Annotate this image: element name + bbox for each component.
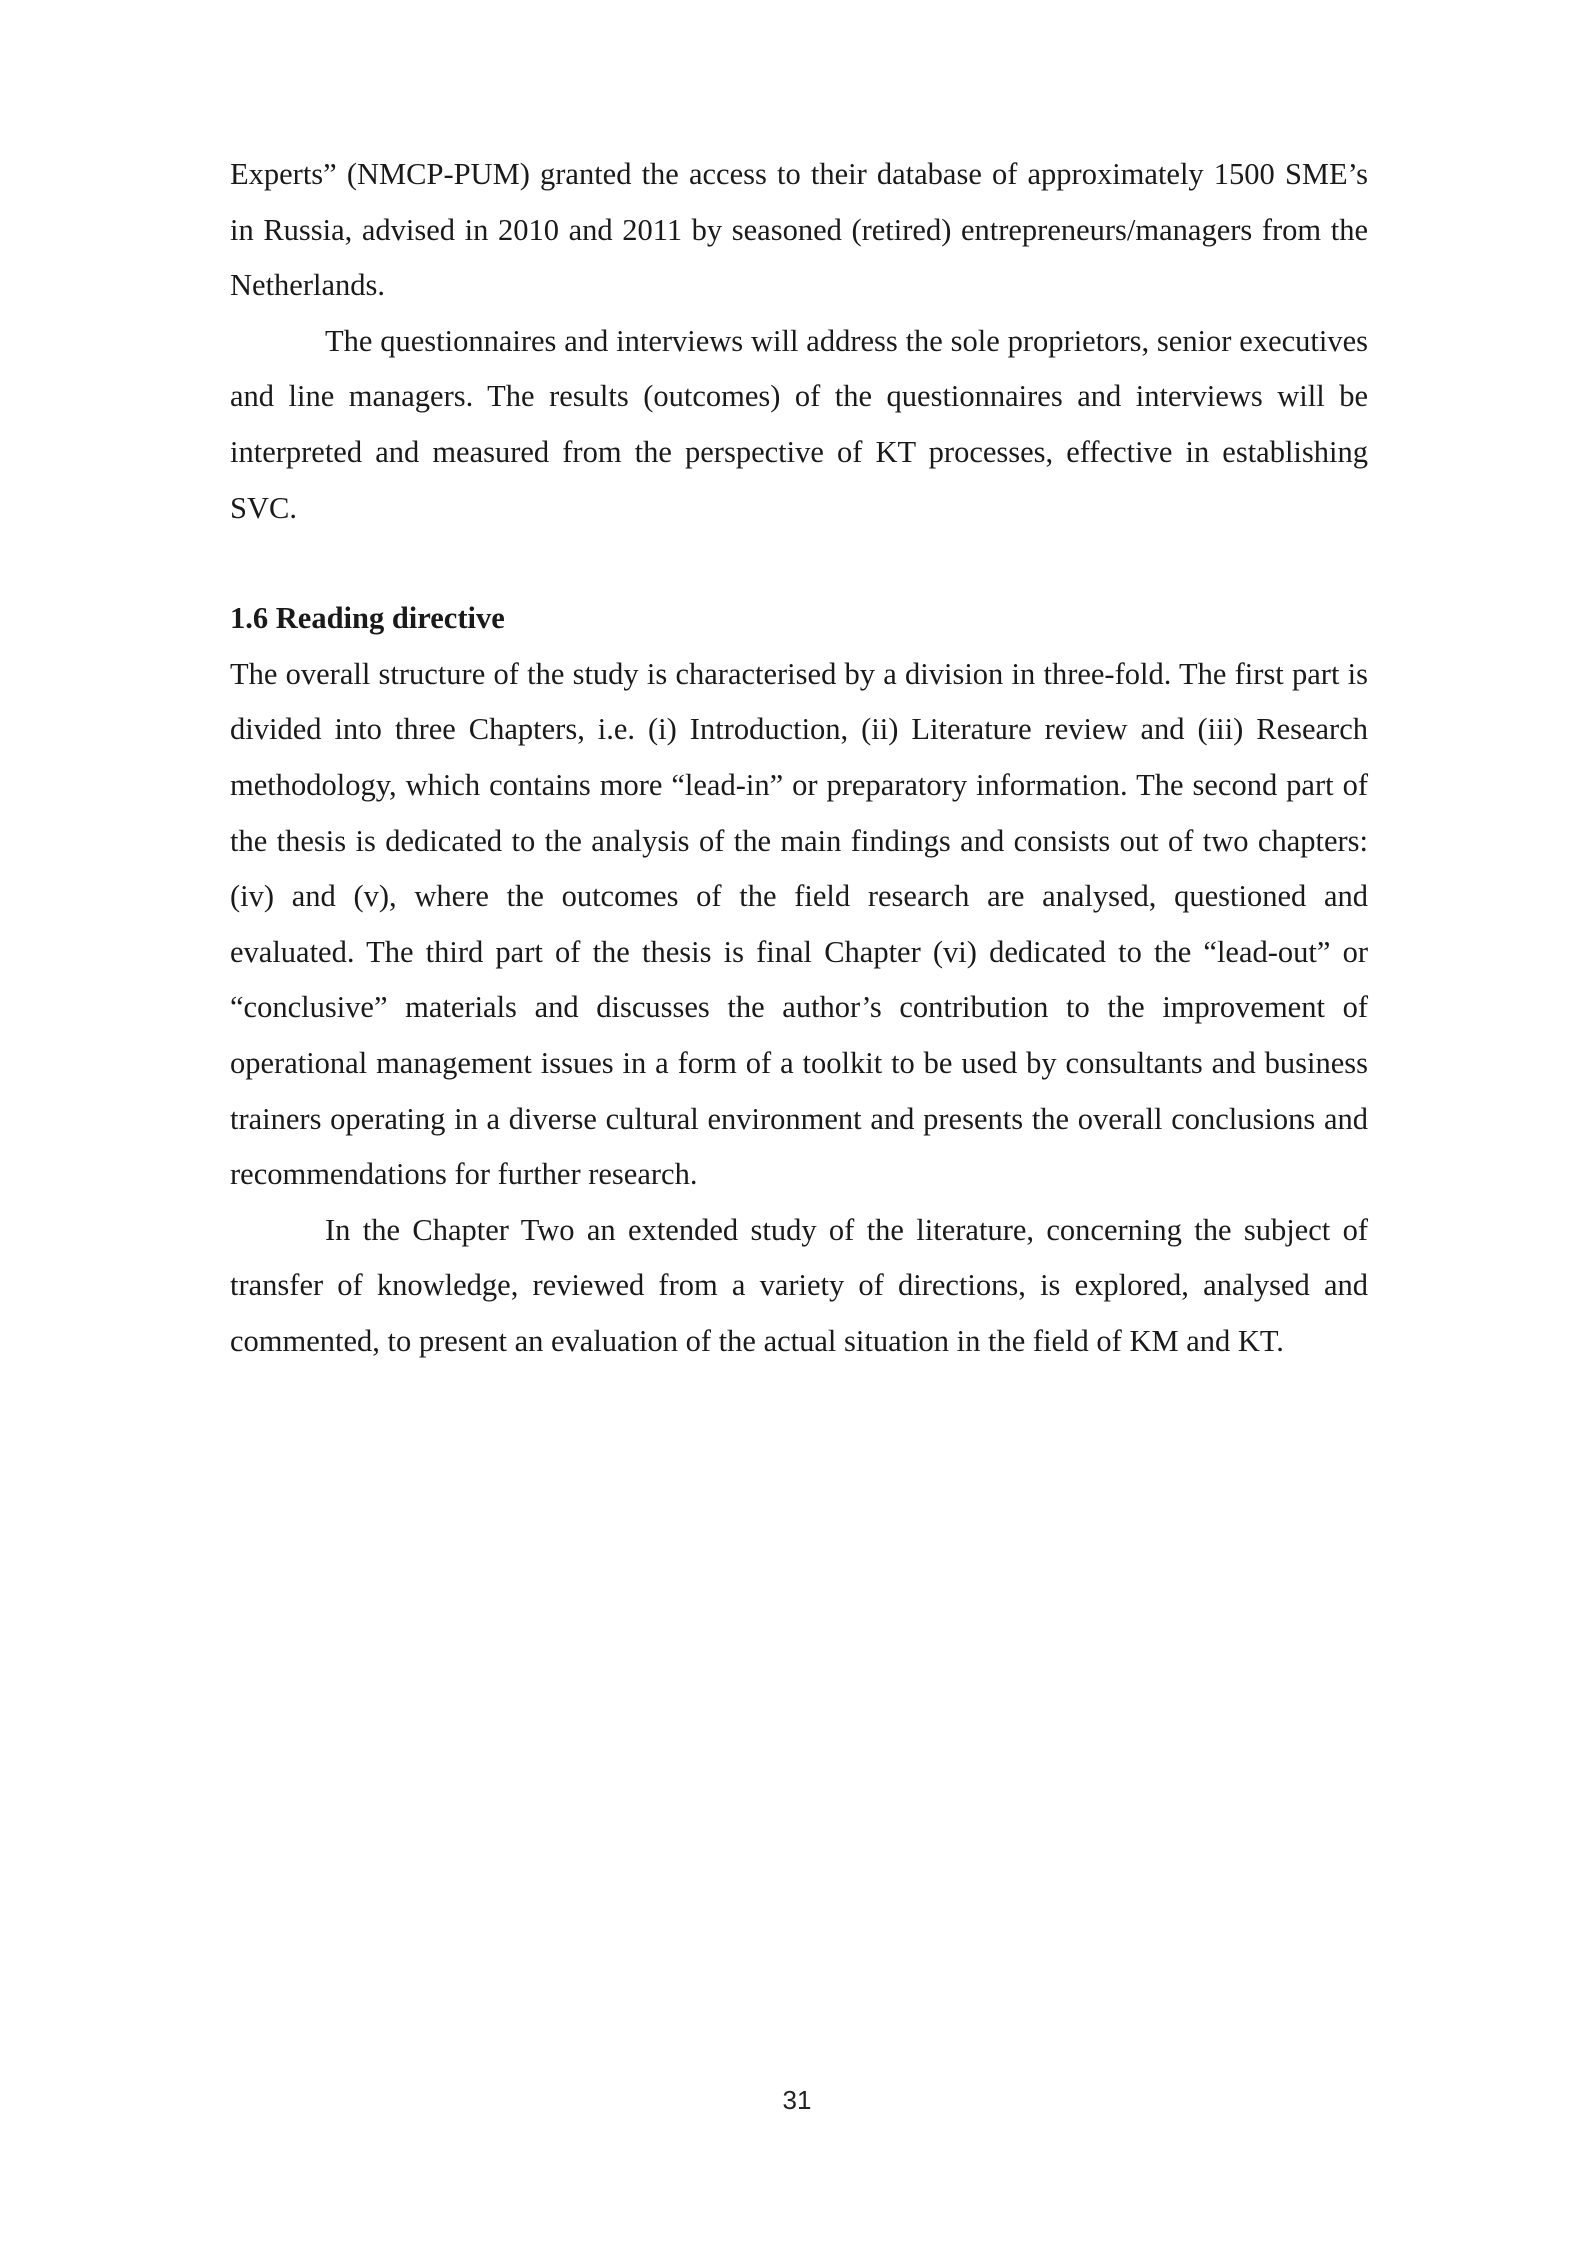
body-text xyxy=(230,147,1368,1369)
page-number: 31 xyxy=(782,2085,812,2115)
paragraph-experts-access: Experts” (NMCP-PUM) granted the access to their database of approximately 1500 SME’s in Russia, advised in 2010 and 2011 by seasoned (retired) entrepreneurs/managers from the Netherlands. xyxy=(230,157,1368,303)
paragraph-questionnaires: The questionnaires and interviews will address the sole proprietors, senior executives and line managers. The results (outcomes) of the questionnaires and interviews will be interpreted and measured from the perspective of KT processes, effective in establishing SVC. xyxy=(230,323,1368,525)
paragraph-chapter-two: In the Chapter Two an extended study of the literature, concerning the subject of transfer of knowledge, reviewed from a variety of directions, is explored, analysed and commented, to present an evaluation of the actual situation in the field of KM and KT. xyxy=(230,1212,1368,1358)
paragraph-overall-structure: The overall structure of the study is characterised by a division in three-fold. The first part is divided into three Chapters, i.e. (i) Introduction, (ii) Literature review and (iii) Research methodology, which contains more “lead-in” or preparatory information. The second part of the thesis is dedicated to the analysis of the main findings and consists out of two chapters: (iv) and (v), where the outcomes of the field research are analysed, questioned and evaluated. The third part of the thesis is final Chapter (vi) dedicated to the “lead-out” or “conclusive” materials and discusses the author’s contribution to the improvement of operational management issues in a form of a toolkit to be used by consultants and business trainers operating in a diverse cultural environment and presents the overall conclusions and recommendations for further research. xyxy=(230,656,1368,1192)
section-heading-reading-directive: 1.6 Reading directive xyxy=(230,601,505,636)
